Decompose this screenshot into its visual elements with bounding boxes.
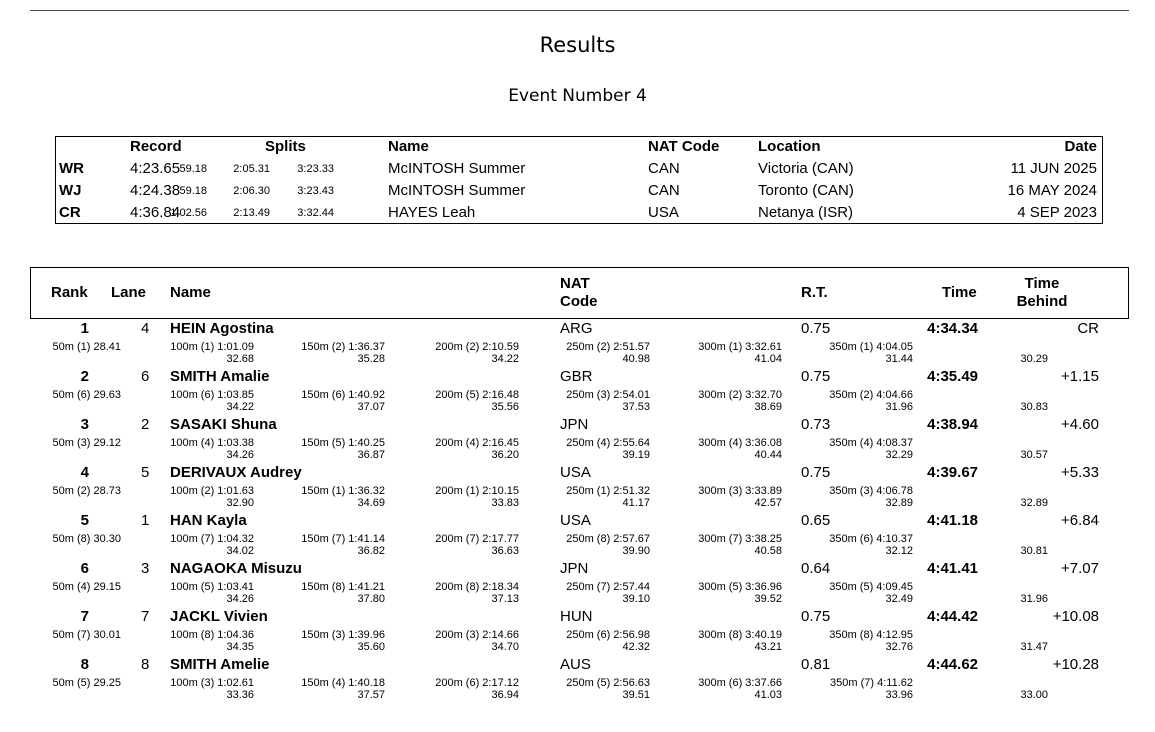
split-lap: 32.68 xyxy=(226,353,254,365)
split-lap: 36.94 xyxy=(491,689,519,701)
split-lap: 36.63 xyxy=(491,545,519,557)
split-cumulative: 350m (5) 4:09.45 xyxy=(829,581,913,593)
header-rt: R.T. xyxy=(801,284,828,301)
athlete-time-behind: +4.60 xyxy=(1061,416,1099,433)
split-7 xyxy=(829,341,913,365)
split-cumulative: 50m (3) 29.12 xyxy=(52,437,121,449)
athlete-name: HAN Kayla xyxy=(170,512,247,529)
split-cumulative: 50m (1) 28.41 xyxy=(52,341,121,353)
split-lap: 32.29 xyxy=(885,449,913,461)
split-cumulative: 350m (4) 4:08.37 xyxy=(829,437,913,449)
athlete-time: 4:34.34 xyxy=(927,320,978,337)
page-title: Results xyxy=(539,33,616,57)
split-cumulative: 350m (6) 4:10.37 xyxy=(829,533,913,545)
split-cumulative: 300m (5) 3:36.96 xyxy=(698,581,782,593)
split-lap: 41.03 xyxy=(754,689,782,701)
header-time-behind xyxy=(1014,275,1070,311)
split-7 xyxy=(829,437,913,461)
split-cumulative: 150m (8) 1:41.21 xyxy=(301,581,385,593)
athlete-row xyxy=(0,464,1155,512)
split-lap: 40.58 xyxy=(754,545,782,557)
split-cumulative: 50m (5) 29.25 xyxy=(52,677,121,689)
split-cumulative: 150m (2) 1:36.37 xyxy=(301,341,385,353)
split-6 xyxy=(698,629,782,653)
split-4 xyxy=(435,485,519,509)
split-3 xyxy=(301,629,385,653)
athlete-row xyxy=(0,320,1155,368)
split-4 xyxy=(435,533,519,557)
record-date: 4 SEP 2023 xyxy=(1017,204,1097,221)
split-cumulative: 250m (4) 2:55.64 xyxy=(566,437,650,449)
split-1 xyxy=(53,485,121,497)
split-4 xyxy=(435,629,519,653)
split-3 xyxy=(301,533,385,557)
split-5 xyxy=(566,581,650,605)
split-lap: 38.69 xyxy=(754,401,782,413)
split-7 xyxy=(829,389,913,413)
athlete-lane: 7 xyxy=(141,608,150,625)
split-lap: 34.22 xyxy=(491,353,519,365)
split-cumulative: 350m (7) 4:11.62 xyxy=(830,677,913,689)
athlete-rt: 0.64 xyxy=(801,560,831,577)
record-row xyxy=(56,203,1102,225)
split-cumulative: 250m (6) 2:56.98 xyxy=(566,629,650,641)
split-lap: 34.35 xyxy=(226,641,254,653)
record-time: 4:24.38 xyxy=(130,182,181,199)
athlete-row xyxy=(0,416,1155,464)
record-nat: USA xyxy=(648,204,679,221)
split-lap: 42.32 xyxy=(622,641,650,653)
split-3 xyxy=(301,341,385,365)
split-cumulative: 250m (2) 2:51.57 xyxy=(566,341,650,353)
athlete-row xyxy=(0,368,1155,416)
split-cumulative: 150m (1) 1:36.32 xyxy=(301,485,385,497)
header-behind-line2: Behind xyxy=(1016,293,1068,310)
split-cumulative: 50m (6) 29.63 xyxy=(52,389,121,401)
split-lap: 39.10 xyxy=(622,593,650,605)
athlete-time-behind: +10.28 xyxy=(1052,656,1099,673)
record-location: Netanya (ISR) xyxy=(758,204,854,221)
records-header-location: Location xyxy=(758,138,821,155)
split-lap: 39.52 xyxy=(754,593,782,605)
record-time: 4:23.65 xyxy=(130,160,181,177)
last-lap: 31.47 xyxy=(1020,641,1048,653)
athlete-rank: 2 xyxy=(80,368,89,385)
athlete-nat: USA xyxy=(560,512,591,529)
split-cumulative: 100m (7) 1:04.32 xyxy=(170,533,254,545)
last-lap: 30.83 xyxy=(1020,401,1048,413)
record-split-3: 3:32.44 xyxy=(297,207,334,219)
athlete-name: SMITH Amalie xyxy=(170,368,270,385)
split-lap: 32.76 xyxy=(885,641,913,653)
athlete-lane: 1 xyxy=(141,512,150,529)
athlete-lane: 4 xyxy=(141,320,150,337)
split-lap: 34.26 xyxy=(226,593,254,605)
record-code: WR xyxy=(59,160,84,177)
split-cumulative: 100m (1) 1:01.09 xyxy=(170,341,254,353)
split-4 xyxy=(435,581,519,605)
split-2 xyxy=(170,341,254,365)
athlete-time-behind: +7.07 xyxy=(1061,560,1099,577)
athlete-nat: USA xyxy=(560,464,591,481)
split-lap: 34.26 xyxy=(226,449,254,461)
split-lap: 32.90 xyxy=(226,497,254,509)
split-7 xyxy=(829,581,913,605)
split-lap: 37.57 xyxy=(357,689,385,701)
record-code: CR xyxy=(59,204,81,221)
record-date: 16 MAY 2024 xyxy=(1007,182,1097,199)
split-lap: 33.36 xyxy=(226,689,254,701)
split-6 xyxy=(698,437,782,461)
split-cumulative: 150m (4) 1:40.18 xyxy=(301,677,385,689)
athlete-time-behind: +5.33 xyxy=(1061,464,1099,481)
split-cumulative: 250m (3) 2:54.01 xyxy=(566,389,650,401)
athlete-row xyxy=(0,560,1155,608)
athlete-lane: 5 xyxy=(141,464,150,481)
split-lap: 39.51 xyxy=(622,689,650,701)
split-7 xyxy=(829,629,913,653)
athlete-rt: 0.75 xyxy=(801,608,831,625)
record-code: WJ xyxy=(59,182,82,199)
split-5 xyxy=(566,389,650,413)
split-cumulative: 100m (4) 1:03.38 xyxy=(170,437,254,449)
split-cumulative: 50m (7) 30.01 xyxy=(52,629,121,641)
split-cumulative: 300m (1) 3:32.61 xyxy=(698,341,782,353)
split-cumulative: 150m (6) 1:40.92 xyxy=(301,389,385,401)
last-lap: 30.29 xyxy=(1020,353,1048,365)
record-holder-name: HAYES Leah xyxy=(388,204,476,221)
athlete-time-behind: CR xyxy=(1077,320,1099,337)
athlete-name: SASAKI Shuna xyxy=(170,416,277,433)
split-2 xyxy=(170,677,254,701)
split-3 xyxy=(301,677,385,701)
split-1 xyxy=(53,629,121,641)
record-time: 4:36.84 xyxy=(130,204,181,221)
record-row xyxy=(56,181,1102,203)
split-5 xyxy=(566,629,650,653)
split-lap: 32.49 xyxy=(885,593,913,605)
split-cumulative: 50m (4) 29.15 xyxy=(52,581,121,593)
split-4 xyxy=(435,437,519,461)
records-header-date: Date xyxy=(1064,138,1097,155)
athlete-rank: 8 xyxy=(80,656,89,673)
record-location: Toronto (CAN) xyxy=(758,182,854,199)
split-lap: 39.90 xyxy=(622,545,650,557)
record-nat: CAN xyxy=(648,182,680,199)
last-lap: 30.57 xyxy=(1020,449,1048,461)
split-lap: 32.89 xyxy=(885,497,913,509)
record-holder-name: McINTOSH Summer xyxy=(388,160,526,177)
athlete-nat: JPN xyxy=(560,560,589,577)
athlete-rt: 0.65 xyxy=(801,512,831,529)
record-holder-name: McINTOSH Summer xyxy=(388,182,526,199)
athlete-lane: 6 xyxy=(141,368,150,385)
athlete-rt: 0.75 xyxy=(801,320,831,337)
last-lap: 30.81 xyxy=(1020,545,1048,557)
athlete-name: SMITH Amelie xyxy=(170,656,270,673)
split-3 xyxy=(301,389,385,413)
header-lane: Lane xyxy=(111,284,147,301)
record-split-1: 1:02.56 xyxy=(170,207,207,219)
athlete-row xyxy=(0,656,1155,704)
split-lap: 43.21 xyxy=(754,641,782,653)
split-cumulative: 200m (5) 2:16.48 xyxy=(435,389,519,401)
athlete-name: NAGAOKA Misuzu xyxy=(170,560,302,577)
split-cumulative: 300m (4) 3:36.08 xyxy=(698,437,782,449)
split-lap: 34.02 xyxy=(226,545,254,557)
split-4 xyxy=(435,389,519,413)
split-5 xyxy=(566,341,650,365)
split-lap: 35.60 xyxy=(357,641,385,653)
split-cumulative: 350m (3) 4:06.78 xyxy=(829,485,913,497)
split-3 xyxy=(301,437,385,461)
record-split-1: 59.18 xyxy=(179,163,207,175)
record-split-3: 3:23.33 xyxy=(297,163,334,175)
records-table xyxy=(55,136,1103,224)
split-lap: 40.44 xyxy=(754,449,782,461)
athlete-time: 4:44.62 xyxy=(927,656,978,673)
split-6 xyxy=(698,533,782,557)
split-cumulative: 200m (3) 2:14.66 xyxy=(435,629,519,641)
split-cumulative: 50m (2) 28.73 xyxy=(52,485,121,497)
athlete-lane: 8 xyxy=(141,656,150,673)
split-5 xyxy=(566,533,650,557)
split-6 xyxy=(698,341,782,365)
split-1 xyxy=(53,437,121,449)
header-time: Time xyxy=(942,284,977,301)
split-cumulative: 100m (6) 1:03.85 xyxy=(170,389,254,401)
split-4 xyxy=(435,341,519,365)
header-nat xyxy=(560,275,598,311)
header-name: Name xyxy=(170,284,211,301)
split-cumulative: 300m (3) 3:33.89 xyxy=(698,485,782,497)
split-cumulative: 100m (8) 1:04.36 xyxy=(170,629,254,641)
header-rank: Rank xyxy=(51,284,88,301)
split-1 xyxy=(53,581,121,593)
record-split-2: 2:05.31 xyxy=(233,163,270,175)
split-cumulative: 200m (8) 2:18.34 xyxy=(435,581,519,593)
record-split-1: 59.18 xyxy=(179,185,207,197)
split-lap: 34.22 xyxy=(226,401,254,413)
header-nat-line1: NAT xyxy=(560,275,590,292)
athlete-time: 4:39.67 xyxy=(927,464,978,481)
athlete-nat: AUS xyxy=(560,656,591,673)
athlete-lane: 2 xyxy=(141,416,150,433)
split-lap: 33.83 xyxy=(491,497,519,509)
records-header-nat: NAT Code xyxy=(648,138,720,155)
athlete-time-behind: +1.15 xyxy=(1061,368,1099,385)
split-2 xyxy=(170,533,254,557)
split-lap: 36.20 xyxy=(491,449,519,461)
split-cumulative: 300m (2) 3:32.70 xyxy=(698,389,782,401)
record-split-2: 2:13.49 xyxy=(233,207,270,219)
split-cumulative: 200m (4) 2:16.45 xyxy=(435,437,519,449)
split-3 xyxy=(301,581,385,605)
record-row xyxy=(56,159,1102,181)
header-behind-line1: Time xyxy=(1024,275,1060,292)
split-cumulative: 100m (3) 1:02.61 xyxy=(170,677,254,689)
split-lap: 34.70 xyxy=(491,641,519,653)
split-6 xyxy=(698,389,782,413)
record-location: Victoria (CAN) xyxy=(758,160,854,177)
records-header-record: Record xyxy=(130,138,182,155)
split-1 xyxy=(53,341,121,353)
split-cumulative: 150m (5) 1:40.25 xyxy=(301,437,385,449)
record-nat: CAN xyxy=(648,160,680,177)
split-cumulative: 250m (8) 2:57.67 xyxy=(566,533,650,545)
split-cumulative: 350m (2) 4:04.66 xyxy=(829,389,913,401)
split-cumulative: 200m (7) 2:17.77 xyxy=(435,533,519,545)
split-lap: 31.96 xyxy=(885,401,913,413)
athlete-time: 4:41.41 xyxy=(927,560,978,577)
split-cumulative: 150m (3) 1:39.96 xyxy=(301,629,385,641)
split-cumulative: 200m (1) 2:10.15 xyxy=(435,485,519,497)
split-2 xyxy=(170,581,254,605)
athlete-nat: JPN xyxy=(560,416,589,433)
split-cumulative: 300m (6) 3:37.66 xyxy=(698,677,782,689)
split-lap: 42.57 xyxy=(754,497,782,509)
split-cumulative: 250m (1) 2:51.32 xyxy=(566,485,650,497)
split-3 xyxy=(301,485,385,509)
split-cumulative: 300m (8) 3:40.19 xyxy=(698,629,782,641)
athlete-rt: 0.81 xyxy=(801,656,831,673)
athlete-time-behind: +10.08 xyxy=(1052,608,1099,625)
results-header xyxy=(30,267,1129,319)
split-lap: 36.82 xyxy=(357,545,385,557)
split-cumulative: 250m (7) 2:57.44 xyxy=(566,581,650,593)
split-cumulative: 50m (8) 30.30 xyxy=(52,533,121,545)
header-nat-line2: Code xyxy=(560,293,598,310)
split-lap: 34.69 xyxy=(357,497,385,509)
split-lap: 40.98 xyxy=(622,353,650,365)
split-6 xyxy=(698,485,782,509)
split-lap: 35.28 xyxy=(357,353,385,365)
split-lap: 36.87 xyxy=(357,449,385,461)
split-cumulative: 350m (8) 4:12.95 xyxy=(829,629,913,641)
records-header-name: Name xyxy=(388,138,429,155)
records-header-splits: Splits xyxy=(265,138,306,155)
athlete-rt: 0.75 xyxy=(801,464,831,481)
athlete-time: 4:35.49 xyxy=(927,368,978,385)
top-rule xyxy=(30,10,1129,11)
athlete-time: 4:44.42 xyxy=(927,608,978,625)
split-cumulative: 100m (5) 1:03.41 xyxy=(170,581,254,593)
event-title: Event Number 4 xyxy=(508,86,647,106)
split-6 xyxy=(698,677,782,701)
split-1 xyxy=(53,533,121,545)
split-7 xyxy=(829,533,913,557)
split-lap: 39.19 xyxy=(622,449,650,461)
split-2 xyxy=(170,629,254,653)
split-lap: 37.80 xyxy=(357,593,385,605)
split-1 xyxy=(53,389,121,401)
split-5 xyxy=(566,677,650,701)
athlete-rt: 0.75 xyxy=(801,368,831,385)
split-4 xyxy=(435,677,519,701)
split-7 xyxy=(829,485,913,509)
split-lap: 31.44 xyxy=(885,353,913,365)
split-1 xyxy=(53,677,121,689)
split-5 xyxy=(566,437,650,461)
athlete-rank: 4 xyxy=(80,464,89,481)
split-cumulative: 300m (7) 3:38.25 xyxy=(698,533,782,545)
split-lap: 35.56 xyxy=(491,401,519,413)
split-lap: 41.04 xyxy=(754,353,782,365)
athlete-rank: 3 xyxy=(80,416,89,433)
athlete-nat: ARG xyxy=(560,320,593,337)
athlete-rt: 0.73 xyxy=(801,416,831,433)
split-2 xyxy=(170,437,254,461)
split-6 xyxy=(698,581,782,605)
athlete-rank: 1 xyxy=(80,320,89,337)
split-lap: 37.53 xyxy=(622,401,650,413)
athlete-time: 4:38.94 xyxy=(927,416,978,433)
split-lap: 41.17 xyxy=(622,497,650,509)
athlete-name: DERIVAUX Audrey xyxy=(170,464,302,481)
split-cumulative: 150m (7) 1:41.14 xyxy=(301,533,385,545)
athlete-time-behind: +6.84 xyxy=(1061,512,1099,529)
split-7 xyxy=(830,677,913,701)
split-2 xyxy=(170,485,254,509)
split-cumulative: 200m (2) 2:10.59 xyxy=(435,341,519,353)
split-lap: 32.12 xyxy=(885,545,913,557)
record-split-2: 2:06.30 xyxy=(233,185,270,197)
split-lap: 37.13 xyxy=(491,593,519,605)
athlete-rank: 6 xyxy=(80,560,89,577)
athlete-nat: HUN xyxy=(560,608,593,625)
last-lap: 32.89 xyxy=(1020,497,1048,509)
last-lap: 33.00 xyxy=(1020,689,1048,701)
split-lap: 33.96 xyxy=(885,689,913,701)
athlete-lane: 3 xyxy=(141,560,150,577)
athlete-rank: 7 xyxy=(80,608,89,625)
athlete-rank: 5 xyxy=(80,512,89,529)
athlete-row xyxy=(0,512,1155,560)
record-split-3: 3:23.43 xyxy=(297,185,334,197)
split-2 xyxy=(170,389,254,413)
athlete-time: 4:41.18 xyxy=(927,512,978,529)
split-lap: 37.07 xyxy=(357,401,385,413)
split-cumulative: 200m (6) 2:17.12 xyxy=(435,677,519,689)
athlete-row xyxy=(0,608,1155,656)
split-5 xyxy=(566,485,650,509)
athlete-name: JACKL Vivien xyxy=(170,608,268,625)
athlete-nat: GBR xyxy=(560,368,593,385)
record-date: 11 JUN 2025 xyxy=(1010,160,1097,177)
last-lap: 31.96 xyxy=(1020,593,1048,605)
athlete-name: HEIN Agostina xyxy=(170,320,274,337)
split-cumulative: 100m (2) 1:01.63 xyxy=(170,485,254,497)
split-cumulative: 350m (1) 4:04.05 xyxy=(829,341,913,353)
split-cumulative: 250m (5) 2:56.63 xyxy=(566,677,650,689)
